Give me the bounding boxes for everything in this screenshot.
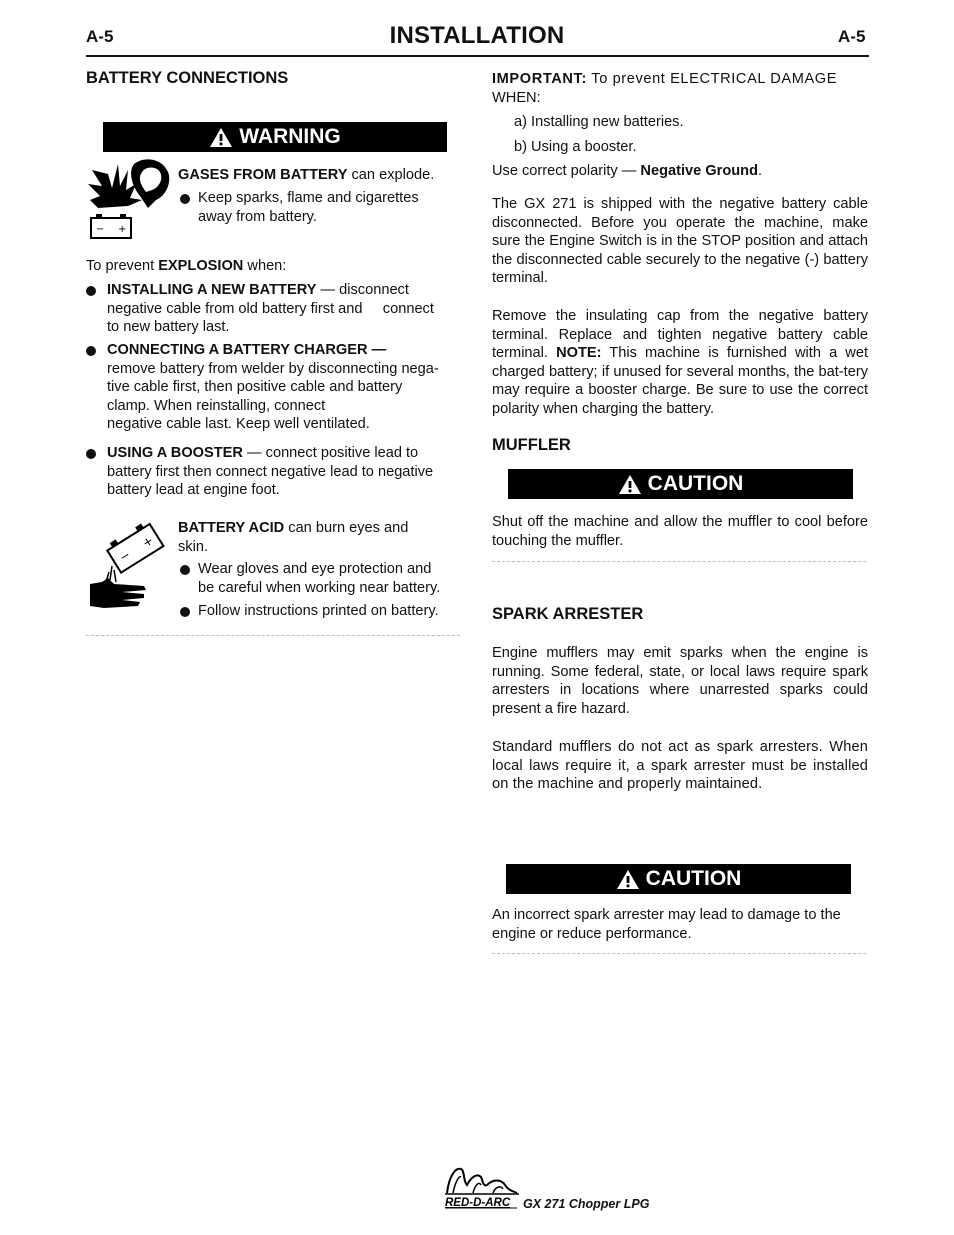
bullet-dot <box>180 565 190 575</box>
logo-text: RED-D-ARC <box>445 1197 511 1209</box>
caution-label: CAUTION <box>645 866 742 890</box>
gases-warning: GASES FROM BATTERY can explode. <box>178 167 435 183</box>
spark-arrester-heading: SPARK ARRESTER <box>492 605 644 623</box>
spark-arrester-caution-text: An incorrect spark arrester may lead to damage to the engine or reduce performance. <box>492 907 841 942</box>
spark-arrester-paragraph-1: Engine mufflers may emit sparks when the engine is running. Some federal, state, or local laws require spark arresters in locations where unarrested sparks could present a fire hazard. <box>492 645 868 717</box>
spark-arrester-paragraph-2: Standard mufflers do not act as spark arresters. When local laws require it, a spark arrester must be installed on the machine and properly maintained. <box>492 739 868 793</box>
polarity-note: Use correct polarity — Negative Ground. <box>492 163 763 179</box>
bullet-dot <box>86 449 96 459</box>
bullet-dot <box>86 346 96 356</box>
svg-text:−: − <box>116 547 133 565</box>
battery-acid-icon <box>88 522 168 610</box>
bullet-installing-new-battery: INSTALLING A NEW BATTERY — disconnect negative cable from old battery first and connect to new battery last. <box>107 282 434 336</box>
svg-text:−: − <box>96 224 105 235</box>
divider <box>492 953 866 954</box>
battery-explosion-icon <box>86 156 172 242</box>
insulating-cap-paragraph: Remove the insulating cap from the negative battery terminal. Replace and tighten negative battery cable terminal. NOTE: This machine is furnished with a wet charged battery; if unused for several months, the bat-tery may require a booster charge. Be sure to use the correct polarity when charging the battery. <box>492 308 868 417</box>
muffler-caution-text: Shut off the machine and allow the muffler to cool before touching the muffler. <box>492 514 868 549</box>
prevent-explosion-intro: To prevent EXPLOSION when: <box>86 258 287 274</box>
important-item-b: b) Using a booster. <box>514 139 637 155</box>
caution-banner-muffler <box>508 469 853 499</box>
warning-banner <box>103 122 447 152</box>
bullet-using-booster: USING A BOOSTER — connect positive lead to battery first then connect negative lead to negative battery lead at engine foot. <box>107 445 434 499</box>
shipping-paragraph: The GX 271 is shipped with the negative battery cable disconnected. Before you operate the machine, make sure the Engine Switch is in the STOP position and attach the disconnected cable securely to the negative (-) battery terminal. <box>492 196 868 287</box>
page-number-right: A-5 <box>838 27 866 46</box>
bullet-dot <box>180 194 190 204</box>
bullet-dot <box>86 286 96 296</box>
battery-connections-heading: BATTERY CONNECTIONS <box>86 69 289 87</box>
acid-bullet-gloves: Wear gloves and eye protection and be careful when working near battery. <box>198 561 441 596</box>
footer-model: GX 271 Chopper LPG <box>523 1197 650 1211</box>
caution-label: CAUTION <box>647 471 744 495</box>
warning-triangle-icon <box>616 869 640 890</box>
divider <box>492 561 866 562</box>
page-title: INSTALLATION <box>389 22 565 49</box>
warning-label: WARNING <box>239 124 341 148</box>
bullet-dot <box>180 607 190 617</box>
divider <box>86 635 460 636</box>
red-d-arc-logo <box>443 1163 519 1209</box>
page-number-left: A-5 <box>86 27 114 46</box>
warning-triangle-icon <box>618 474 642 495</box>
important-item-a: a) Installing new batteries. <box>514 114 684 130</box>
muffler-heading: MUFFLER <box>492 436 571 454</box>
svg-text:+: + <box>139 533 156 551</box>
battery-acid-warning: BATTERY ACID can burn eyes and skin. <box>178 520 409 555</box>
warning-triangle-icon <box>209 127 233 148</box>
caution-banner-spark-arrester <box>506 864 851 894</box>
important-note: IMPORTANT: To prevent ELECTRICAL DAMAGE WHEN: <box>492 71 838 106</box>
gases-bullet: Keep sparks, flame and cigarettes away from battery. <box>198 190 419 225</box>
acid-bullet-instructions: Follow instructions printed on battery. <box>198 603 439 619</box>
bullet-connecting-charger: CONNECTING A BATTERY CHARGER — remove battery from welder by disconnecting nega- tive cable first, then positive cable and battery clamp. When reinstalling, connect negative cable last. Keep well ventilated. <box>107 342 439 433</box>
header-rule <box>86 55 869 57</box>
svg-text:+: + <box>118 224 127 235</box>
